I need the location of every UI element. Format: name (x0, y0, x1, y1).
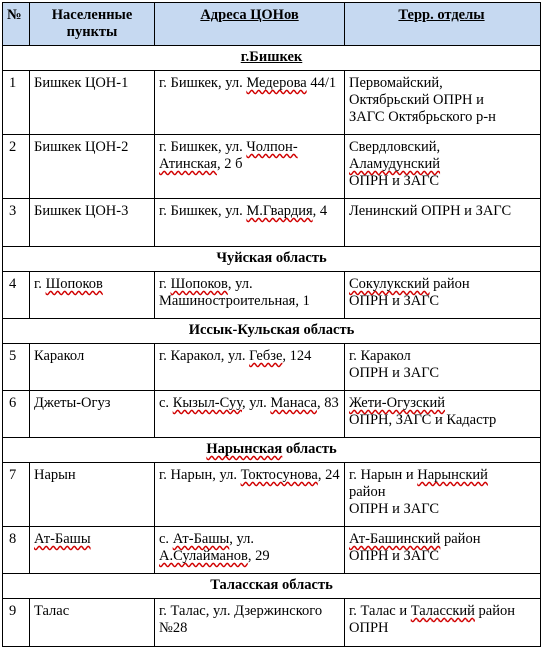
settlement-text: г. Шопоков (34, 276, 103, 292)
address-cell (155, 272, 345, 319)
header-addresses-label: Адреса ЦОНов (200, 7, 299, 23)
table-row (3, 199, 541, 247)
settlement-cell (30, 527, 155, 574)
table-row (3, 272, 541, 319)
address-text: г. Нарын, ул. Токтосунова, 24 (159, 467, 340, 483)
departments-cell (345, 199, 541, 247)
address-text: г. Бишкек, ул. Чолпон-Атинская, 2 б (159, 139, 298, 172)
row-number: 2 (3, 135, 30, 199)
region-title: Таласская область (3, 574, 541, 599)
settlement-cell: Бишкек ЦОН-2 (30, 135, 155, 199)
address-cell (155, 344, 345, 391)
address-text: г. Бишкек, ул. М.Гвардия, 4 (159, 203, 328, 219)
address-text: с. Ат-Башы, ул. А.Сулайманов, 29 (159, 531, 270, 564)
departments-cell (345, 344, 541, 391)
department-line: г. Талас и Таласский район (349, 603, 516, 619)
departments-cell (345, 391, 541, 438)
settlement-cell: Джеты-Огуз (30, 391, 155, 438)
settlement-text: Ат-Башы (34, 531, 91, 547)
address-text: г. Талас, ул. Дзержинского №28 (159, 603, 323, 636)
department-line: ОПРН и ЗАГС (349, 365, 440, 381)
department-line: ОПРН и ЗАГС (349, 501, 440, 517)
table-row (3, 599, 541, 647)
row-number: 3 (3, 199, 30, 247)
region-title: Нарынская область (3, 438, 541, 463)
departments-cell (345, 527, 541, 574)
table-row (3, 391, 541, 438)
departments-cell (345, 135, 541, 199)
row-number: 7 (3, 463, 30, 527)
table-row (3, 527, 541, 574)
region-row (3, 46, 541, 71)
settlement-cell (30, 272, 155, 319)
address-cell (155, 599, 345, 647)
department-line: ОПРН (349, 620, 389, 636)
row-number: 4 (3, 272, 30, 319)
department-line: Жети-Огузский (349, 395, 446, 411)
tson-directory-table (2, 2, 541, 647)
region-title: Чуйская область (3, 247, 541, 272)
settlement-cell: Бишкек ЦОН-1 (30, 71, 155, 135)
department-line: Ат-Башинский район (349, 531, 481, 547)
settlement-cell: Каракол (30, 344, 155, 391)
department-line: г. Каракол (349, 348, 411, 364)
region-row (3, 574, 541, 599)
departments-cell (345, 71, 541, 135)
header-number: № (3, 3, 30, 46)
region-row (3, 247, 541, 272)
row-number: 8 (3, 527, 30, 574)
header-departments (345, 3, 541, 46)
department-line: район (349, 484, 386, 500)
department-line: Октябрьский ОПРН и (349, 92, 484, 108)
address-cell (155, 135, 345, 199)
row-number: 9 (3, 599, 30, 647)
department-line: Аламудунский (349, 156, 441, 172)
row-number: 6 (3, 391, 30, 438)
address-text: г. Бишкек, ул. Медерова 44/1 (159, 75, 337, 91)
header-row (3, 3, 541, 46)
department-line: ОПРН, ЗАГС и Кадастр (349, 412, 497, 428)
region-title: Иссык-Кульская область (3, 319, 541, 344)
region-row (3, 319, 541, 344)
header-settlements: Населенные пункты (30, 3, 155, 46)
address-cell (155, 527, 345, 574)
region-title (3, 46, 541, 71)
settlement-cell: Талас (30, 599, 155, 647)
settlement-cell: Бишкек ЦОН-3 (30, 199, 155, 247)
region-label: г.Бишкек (240, 49, 303, 65)
department-line: ОПРН и ЗАГС (349, 173, 440, 189)
settlement-cell: Нарын (30, 463, 155, 527)
department-line: г. Нарын и Нарынский (349, 467, 488, 483)
row-number: 1 (3, 71, 30, 135)
departments-cell (345, 463, 541, 527)
department-line: Ленинский ОПРН и ЗАГС (349, 203, 512, 219)
table-row (3, 71, 541, 135)
department-line: ЗАГС Октябрьского р-н (349, 109, 496, 125)
departments-cell (345, 272, 541, 319)
address-text: г. Каракол, ул. Гебзе, 124 (159, 348, 312, 364)
department-line: Сокулукский район (349, 276, 470, 292)
table-row (3, 344, 541, 391)
region-label: Нарынская (206, 441, 283, 457)
address-text: с. Кызыл-Суу, ул. Манаса, 83 (159, 395, 339, 411)
department-line: ОПРН и ЗАГС (349, 548, 440, 564)
table-row (3, 463, 541, 527)
department-line: Свердловский, (349, 139, 441, 155)
address-text: г. Шопоков, ул. Машиностроительная, 1 (159, 276, 310, 309)
department-line: ОПРН и ЗАГС (349, 293, 440, 309)
table-row (3, 135, 541, 199)
header-departments-label: Терр. отделы (398, 7, 485, 23)
department-line: Первомайский, (349, 75, 443, 91)
address-cell (155, 71, 345, 135)
address-cell (155, 391, 345, 438)
address-cell (155, 199, 345, 247)
region-row (3, 438, 541, 463)
row-number: 5 (3, 344, 30, 391)
address-cell (155, 463, 345, 527)
departments-cell (345, 599, 541, 647)
header-addresses (155, 3, 345, 46)
